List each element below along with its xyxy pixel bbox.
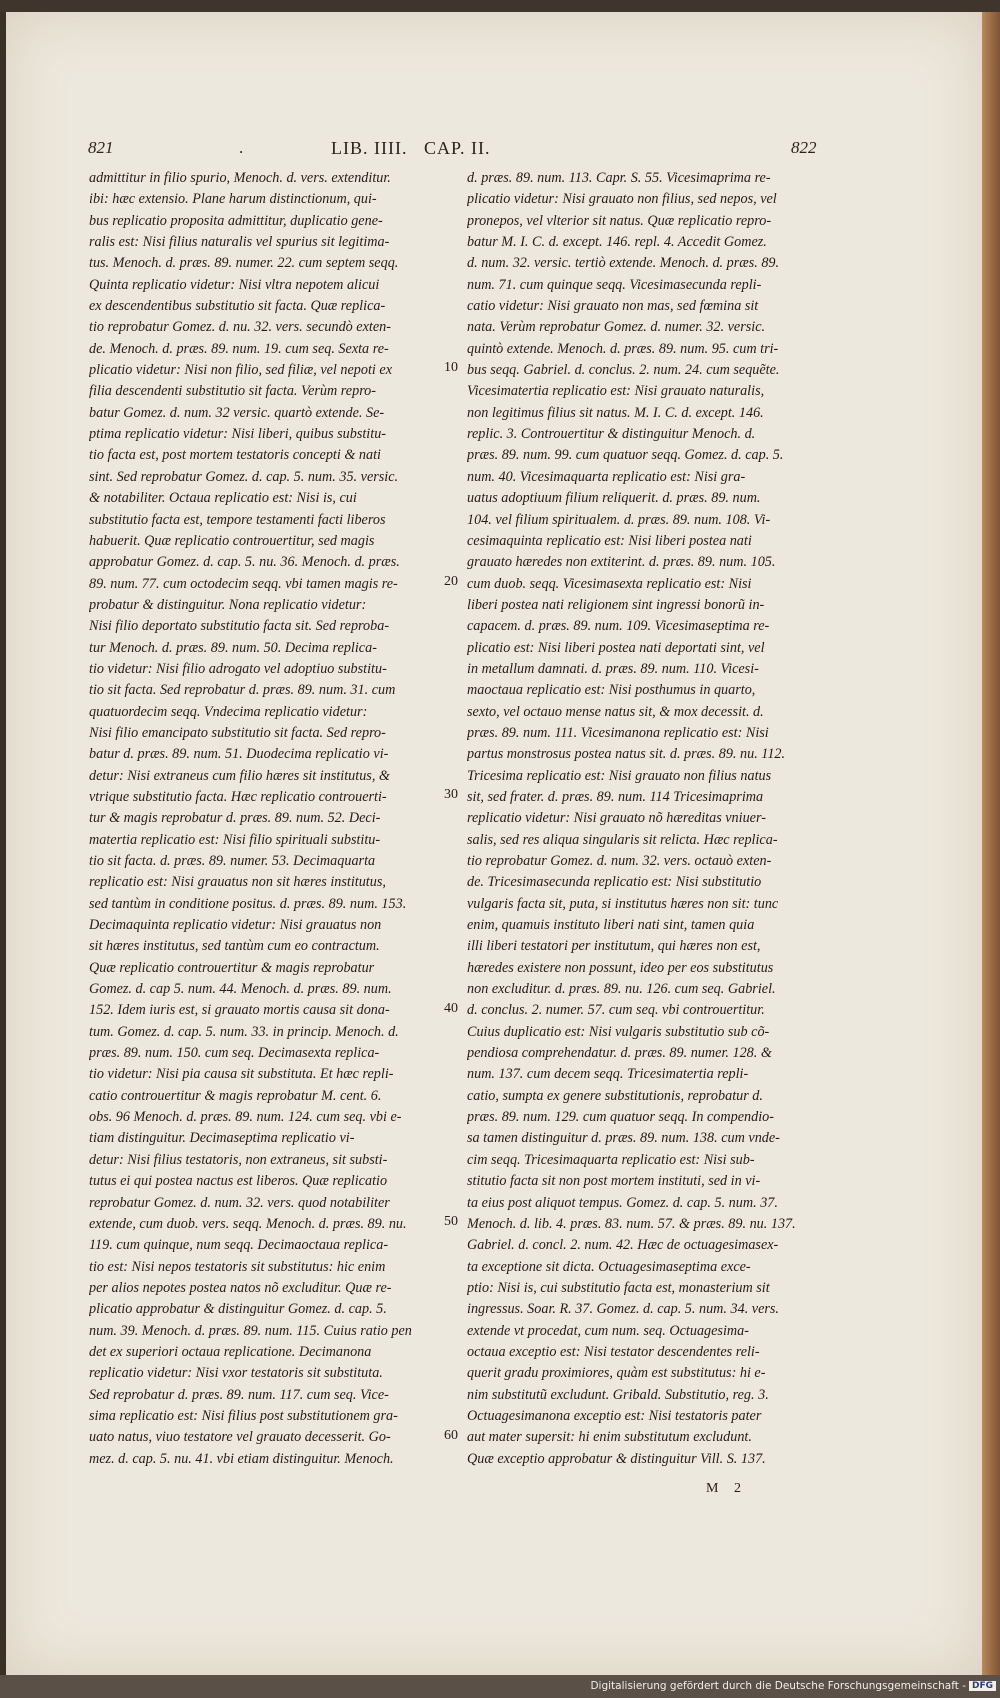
text-line: tio facta est, post mortem testatoris concepti & nati [89, 447, 382, 464]
text-line: nata. Verùm reprobatur Gomez. d. numer. 32. versic. [467, 319, 766, 336]
text-line: sed tantùm in conditione positus. d. præs. 89. num. 153. [89, 895, 407, 912]
text-line: Nisi filio deportato substitutio facta sit. Sed reproba- [89, 618, 390, 635]
text-line: 152. Idem iuris est, si grauato mortis causa sit dona- [89, 1002, 390, 1019]
text-line: bus replicatio proposita admittitur, duplicatio gene- [89, 212, 383, 229]
text-line: replic. 3. Controuertitur & distinguitur Menoch. d. [467, 426, 756, 443]
text-line: Tricesima replicatio est: Nisi grauato non filius natus [467, 767, 772, 784]
text-line: detur: Nisi extraneus cum filio hæres sit institutus, & [89, 767, 390, 784]
text-line: d. præs. 89. num. 113. Capr. S. 55. Vicesimaprima re- [467, 170, 771, 186]
text-line: vtrique substitutio facta. Hæc replicatio controuerti- [89, 788, 387, 805]
text-line: pendiosa comprehendatur. d. præs. 89. numer. 128. & [467, 1045, 772, 1062]
dfg-logo: DFG [969, 1681, 996, 1691]
text-line: quintò extende. Menoch. d. præs. 89. num. 95. cum tri- [467, 340, 779, 357]
text-line: præs. 89. num. 150. cum seq. Decimasexta replica- [89, 1045, 380, 1062]
text-line: Gomez. d. cap 5. num. 44. Menoch. d. præs. 89. num. [89, 981, 392, 998]
text-line: de. Menoch. d. præs. 89. num. 19. cum seq. Sexta re- [89, 340, 389, 357]
text-line: non excluditur. d. præs. 89. nu. 126. cum seq. Gabriel. [467, 981, 776, 998]
digitization-credit [520, 1680, 996, 1696]
text-line: maoctaua replicatio est: Nisi posthumus in quarto, [467, 682, 756, 699]
text-line: Quæ exceptio approbatur & distinguitur Vill. S. 137. [467, 1450, 766, 1467]
text-line: sit, sed frater. d. præs. 89. num. 114 Tricesimaprima [467, 788, 764, 805]
right-page-number: 822 [791, 138, 817, 157]
text-line: liberi postea nati religionem sint ingressi bonorũ in- [467, 596, 765, 613]
text-line: aut mater supersit: hi enim substitutum excludunt. [467, 1429, 752, 1446]
text-line: hæredes existere non possunt, ideo per eos substitutus [467, 959, 774, 976]
right-text-column [467, 168, 842, 1470]
text-line: de. Tricesimasecunda replicatio est: Nisi substitutio [467, 874, 762, 891]
text-line: d. num. 32. versic. tertiò extende. Menoch. d. præs. 89. [467, 255, 780, 272]
text-line: 119. cum quinque, num seqq. Decimaoctaua replica- [89, 1237, 389, 1254]
text-line: præs. 89. num. 111. Vicesimanona replicatio est: Nisi [467, 724, 769, 741]
text-line: replicatio est: Nisi grauatus non sit hæres institutus, [89, 874, 386, 891]
text-line: filia descendenti substitutio sit facta. Verùm repro- [89, 383, 377, 400]
text-line: nim substitutũ excludunt. Gribald. Substitutio, reg. 3. [467, 1386, 769, 1403]
header-dot: . [239, 138, 244, 157]
text-line: batur d. præs. 89. num. 51. Duodecima replicatio vi- [89, 746, 389, 763]
line-number: 10 [444, 360, 458, 376]
text-line: cum duob. seqq. Vicesimasexta replicatio est: Nisi [467, 575, 752, 592]
text-line: querit gradu proximiores, quàm est substitutus: hi e- [467, 1365, 766, 1382]
text-line: sint. Sed reprobatur Gomez. d. cap. 5. num. 35. versic. [89, 468, 399, 485]
text-line: non legitimus filius sit natus. M. I. C. d. except. 146. [467, 404, 764, 421]
text-line: cim seqq. Tricesimaquarta replicatio est: Nisi sub- [467, 1151, 755, 1168]
text-line: detur: Nisi filius testatoris, non extraneus, sit substi- [89, 1151, 388, 1168]
text-line: Quæ replicatio controuertitur & magis reprobatur [89, 959, 375, 976]
text-line: batur M. I. C. d. except. 146. repl. 4. Accedit Gomez. [467, 234, 767, 251]
text-line: sit hæres institutus, sed tantùm cum eo contractum. [89, 938, 380, 955]
text-line: partus monstrosus postea natus sit. d. præs. 89. nu. 112. [467, 746, 786, 763]
text-line: & notabiliter. Octaua replicatio est: Nisi is, cui [89, 490, 357, 507]
text-line: plicatio videtur: Nisi non filio, sed filiæ, vel nepoti ex [89, 362, 393, 379]
text-line: tus. Menoch. d. præs. 89. numer. 22. cum septem seqq. [89, 255, 399, 272]
text-line: batur Gomez. d. num. 32 versic. quartò extende. Se- [89, 404, 385, 421]
text-line: capacem. d. præs. 89. num. 109. Vicesimaseptima re- [467, 618, 770, 635]
text-line: ingressus. Soar. R. 37. Gomez. d. cap. 5. num. 34. vers. [467, 1301, 779, 1318]
text-line: tio reprobatur Gomez. d. num. 32. vers. octauò exten- [467, 853, 772, 869]
text-line: octaua exceptio est: Nisi testator descendentes reli- [467, 1343, 760, 1360]
text-line: sa tamen distinguitur d. præs. 89. num. 138. cum vnde- [467, 1130, 780, 1147]
text-line: Decimaquinta replicatio videtur: Nisi grauatus non [89, 917, 382, 934]
text-line: tio videtur: Nisi pia causa sit substituta. Et hæc repli- [89, 1066, 394, 1083]
text-line: enim, quamuis instituto liberi nati sint, tamen quia [467, 917, 755, 934]
line-number: 30 [444, 787, 458, 803]
left-text-column [89, 168, 504, 1470]
text-line: vulgaris facta sit, puta, si institutus hæres non sit: tunc [467, 895, 779, 912]
text-line: salis, sed res aliqua singularis sit relicta. Hæc replica- [467, 831, 778, 848]
text-line: d. conclus. 2. numer. 57. cum seq. vbi controuertitur. [467, 1002, 765, 1019]
text-line: tur Menoch. d. præs. 89. num. 50. Decima replica- [89, 639, 377, 656]
text-line: mez. d. cap. 5. nu. 41. vbi etiam distinguitur. Menoch. [89, 1450, 394, 1467]
book-fore-edge [982, 12, 1000, 1675]
paper-sheet [6, 12, 982, 1675]
text-line: illi liberi testatori per institutum, qui hæres non est, [467, 938, 761, 955]
text-line: tutus ei qui postea nactus est liberos. Quæ replicatio [89, 1173, 388, 1190]
text-line: tio sit facta. Sed reprobatur d. præs. 89. num. 31. cum [89, 682, 396, 699]
text-line: in metallum damnati. d. præs. 89. num. 110. Vicesi- [467, 660, 759, 677]
text-line: tio videtur: Nisi filio adrogato vel adoptiuo substitu- [89, 660, 387, 677]
text-line: uatus adoptiuum filium reliquerit. d. præs. 89. num. [467, 490, 761, 507]
text-line: Sed reprobatur d. præs. 89. num. 117. cum seq. Vice- [89, 1386, 389, 1403]
text-line: præs. 89. num. 99. cum quatuor seqq. Gomez. d. cap. 5. [467, 447, 784, 464]
text-line: habuerit. Quæ replicatio controuertitur, sed magis [89, 532, 375, 549]
line-number: 60 [444, 1427, 458, 1443]
text-line: replicatio videtur: Nisi vxor testatoris sit substituta. [89, 1365, 383, 1382]
text-line: tiam distinguitur. Decimaseptima replicatio vi- [89, 1130, 355, 1147]
text-line: ta eius post aliquot tempus. Gomez. d. cap. 5. num. 37. [467, 1194, 778, 1211]
text-line: tio est: Nisi nepos testatoris sit substitutus: hic enim [89, 1258, 386, 1275]
text-line: catio, sumpta ex genere substitutionis, reprobatur d. [467, 1087, 763, 1104]
text-line: tio reprobatur Gomez. d. nu. 32. vers. secundò exten- [89, 319, 391, 336]
text-line: uato natus, viuo testatore vel grauato decesserit. Go- [89, 1429, 391, 1446]
signature-mark: M 2 [706, 1481, 747, 1496]
text-line: pronepos, vel vlterior sit natus. Quæ replicatio repro- [467, 212, 772, 229]
text-line: cesimaquinta replicatio est: Nisi liberi postea nati [467, 532, 752, 549]
text-line: Octuagesimanona exceptio est: Nisi testatoris pater [467, 1407, 762, 1424]
text-line: sima replicatio est: Nisi filius post substitutionem gra- [89, 1407, 398, 1424]
text-line: tum. Gomez. d. cap. 5. num. 33. in princip. Menoch. d. [89, 1023, 399, 1040]
text-line: num. 137. cum decem seqq. Tricesimatertia repli- [467, 1066, 749, 1083]
text-line: ptima replicatio videtur: Nisi liberi, quibus substitu- [89, 426, 387, 443]
text-line: ibi: hæc extensio. Plane harum distinctionum, qui- [89, 191, 377, 208]
text-line: Cuius duplicatio est: Nisi vulgaris substitutio sub cõ- [467, 1023, 770, 1040]
text-line: num. 40. Vicesimaquarta replicatio est: Nisi gra- [467, 468, 746, 485]
text-line: replicatio videtur: Nisi grauato nõ hæreditas vniuer- [467, 810, 766, 827]
text-line: ex descendentibus substitutio sit facta. Quæ replica- [89, 298, 386, 315]
text-line: ralis est: Nisi filius naturalis vel spurius sit legitima- [89, 234, 390, 251]
text-line: Nisi filio emancipato substitutio sit facta. Sed repro- [89, 724, 386, 741]
left-page-number: 821 [88, 138, 114, 157]
text-line: catio videtur: Nisi grauato non mas, sed fœmina sit [467, 298, 759, 315]
text-line: probatur & distinguitur. Nona replicatio videtur: [89, 596, 367, 613]
text-line: Quinta replicatio videtur: Nisi vltra nepotem alicui [89, 276, 380, 293]
text-line: admittitur in filio spurio, Menoch. d. vers. extenditur. [89, 170, 391, 186]
line-number: 50 [444, 1214, 458, 1230]
text-line: Menoch. d. lib. 4. præs. 83. num. 57. & præs. 89. nu. 137. [467, 1215, 796, 1232]
text-line: obs. 96 Menoch. d. præs. 89. num. 124. cum seq. vbi e- [89, 1109, 402, 1126]
text-line: extende, cum duob. vers. seqq. Menoch. d. præs. 89. nu. [89, 1215, 407, 1232]
text-line: approbatur Gomez. d. cap. 5. nu. 36. Menoch. d. præs. [89, 554, 400, 571]
text-line: plicatio videtur: Nisi grauato non filius, sed nepos, vel [467, 191, 777, 208]
running-title: LIB. IIII. CAP. II. [331, 138, 491, 158]
scan-top-edge [0, 0, 1000, 12]
text-line: extende vt procedat, cum num. seq. Octuagesima- [467, 1322, 749, 1339]
text-line: Vicesimatertia replicatio est: Nisi grauato naturalis, [467, 383, 765, 400]
line-number: 40 [444, 1000, 458, 1016]
line-number: 20 [444, 573, 458, 589]
text-line: substitutio facta est, tempore testamenti facti liberos [89, 511, 386, 528]
text-line: det ex superiori octaua replicatione. Decimanona [89, 1343, 372, 1360]
text-line: 89. num. 77. cum octodecim seqq. vbi tamen magis re- [89, 575, 398, 592]
text-line: num. 71. cum quinque seqq. Vicesimasecunda repli- [467, 276, 762, 293]
text-line: plicatio approbatur & distinguitur Gomez. d. cap. 5. [89, 1301, 387, 1318]
text-line: ta exceptione sit dicta. Octuagesimaseptima exce- [467, 1258, 751, 1275]
text-line: sexto, vel octauo mense natus sit, & mox decessit. d. [467, 703, 764, 720]
text-line: catio controuertitur & magis reprobatur M. cent. 6. [89, 1087, 382, 1104]
text-line: tio sit facta. d. præs. 89. numer. 53. Decimaquarta [89, 853, 376, 869]
text-line: reprobatur Gomez. d. num. 32. vers. quod notabiliter [89, 1194, 390, 1211]
page-header [6, 138, 982, 160]
text-line: matertia replicatio est: Nisi filio spirituali substitu- [89, 831, 381, 848]
text-line: stitutio facta sit non post mortem instituti, sed in vi- [467, 1173, 761, 1190]
text-line: Gabriel. d. concl. 2. num. 42. Hæc de octuagesimasex- [467, 1237, 779, 1254]
text-line: per alios nepotes postea natos nõ excluditur. Quæ re- [89, 1279, 392, 1296]
text-line: grauato hæredes non extiterint. d. præs. 89. num. 105. [467, 554, 776, 571]
text-line: plicatio est: Nisi liberi postea nati deportati sint, vel [467, 639, 765, 656]
text-line: bus seqq. Gabriel. d. conclus. 2. num. 24. cum sequẽte. [467, 362, 780, 379]
text-line: 104. vel filium spiritualem. d. præs. 89. num. 108. Vi- [467, 511, 771, 528]
text-line: quatuordecim seqq. Vndecima replicatio videtur: [89, 703, 368, 720]
text-line: ptio: Nisi is, cui substitutio facta est, monasterium sit [467, 1279, 770, 1296]
text-line: tur & magis reprobatur d. præs. 89. num. 52. Deci- [89, 810, 381, 827]
text-line: num. 39. Menoch. d. præs. 89. num. 115. Cuius ratio pen [89, 1322, 412, 1339]
text-line: præs. 89. num. 129. cum quatuor seqq. In compendio- [467, 1109, 774, 1126]
credit-text: Digitalisierung gefördert durch die Deutsche Forschungsgemeinschaft - [590, 1680, 966, 1692]
